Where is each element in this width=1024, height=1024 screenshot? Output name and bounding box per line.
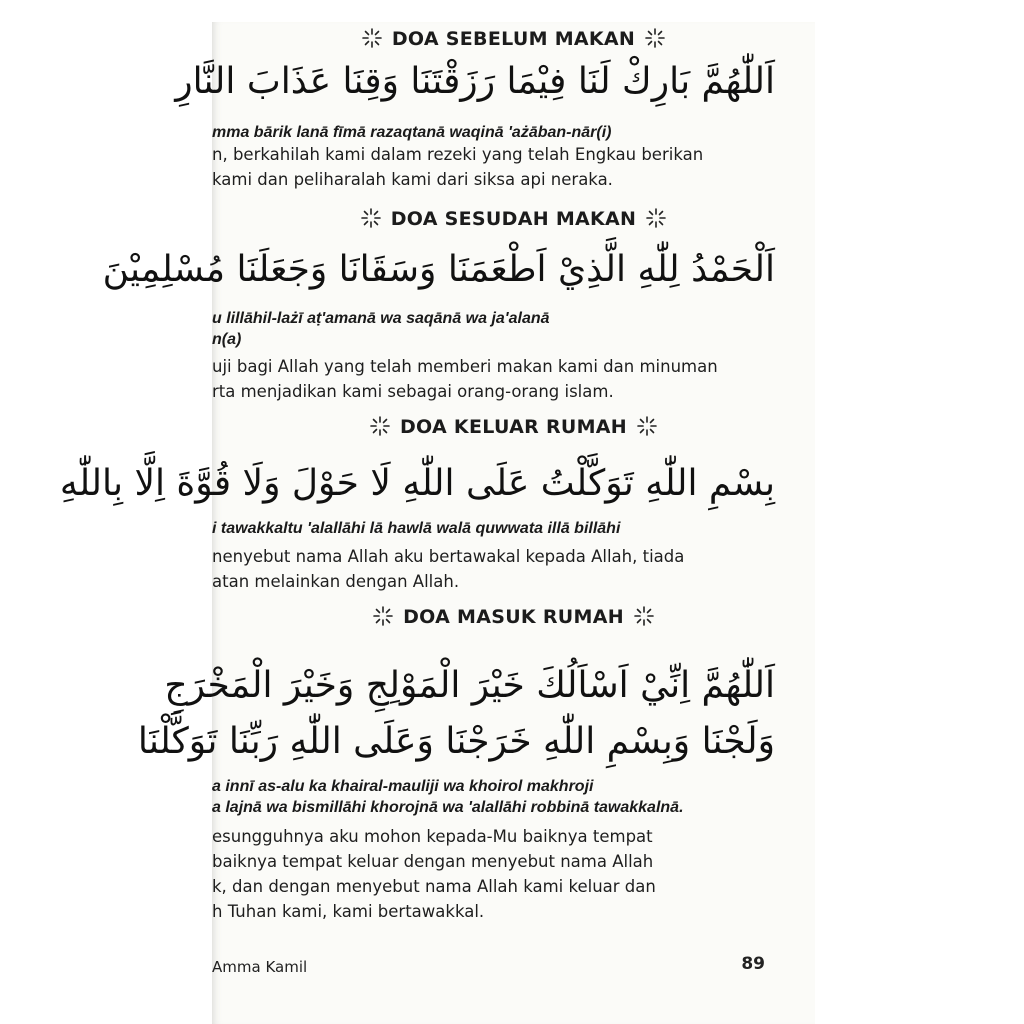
sparkle-icon	[645, 28, 665, 48]
heading-text: DOA MASUK RUMAH	[403, 606, 624, 628]
arabic-text: بِسْمِ اللّٰهِ تَوَكَّلْتُ عَلَى اللّٰهِ لَا حَوْلَ وَلَا قُوَّةَ اِلَّا بِاللّٰهِ	[59, 463, 775, 504]
sparkle-icon	[370, 416, 390, 436]
section-heading	[212, 606, 815, 628]
sparkle-icon	[362, 28, 382, 48]
translit-line: a lajnā wa bismillāhi khorojnā wa 'alallāhi robbinā tawakkalnā.	[212, 799, 684, 816]
translit-line: u lillāhil-lażī aṭ'amanā wa saqānā wa ja'alanā	[212, 310, 550, 327]
transliteration	[212, 776, 767, 818]
translation-line: nenyebut nama Allah aku bertawakal kepada Allah, tiada	[212, 547, 685, 566]
translation-line: esungguhnya aku mohon kepada-Mu baiknya tempat	[212, 827, 653, 846]
translation-line: n, berkahilah kami dalam rezeki yang telah Engkau berikan	[212, 145, 704, 164]
sparkle-icon	[373, 606, 393, 626]
translation-line: k, dan dengan menyebut nama Allah kami keluar dan	[212, 877, 656, 896]
translation-line: uji bagi Allah yang telah memberi makan kami dan minuman	[212, 357, 718, 376]
translit-line: a innī as-alu ka khairal-mauliji wa khoirol makhroji	[212, 778, 594, 795]
translation-line: kami dan peliharalah kami dari siksa api neraka.	[212, 170, 613, 189]
translit-line: n(a)	[212, 331, 242, 348]
arabic-text: اَلْحَمْدُ لِلّٰهِ الَّذِيْ اَطْعَمَنَا وَسَقَانَا وَجَعَلَنَا مُسْلِمِيْنَ	[102, 249, 775, 290]
translation	[212, 824, 767, 924]
translation-line: baiknya tempat keluar dengan menyebut nama Allah	[212, 852, 654, 871]
transliteration	[212, 122, 785, 143]
sparkle-icon	[637, 416, 657, 436]
translit-line: i tawakkaltu 'alallāhi lā hawlā walā quwwata illā billāhi	[212, 520, 621, 537]
book-title: Amma Kamil	[212, 958, 308, 976]
section-heading	[212, 28, 815, 50]
translit-line: mma bārik lanā fīmā razaqtanā waqinā 'ażāban-nār(i)	[212, 124, 612, 141]
book-page	[59, 22, 815, 1024]
translation	[212, 142, 767, 192]
transliteration	[212, 308, 767, 350]
sparkle-icon	[646, 208, 666, 228]
translation-line: rta menjadikan kami sebagai orang-orang islam.	[212, 382, 614, 401]
section-heading	[212, 416, 815, 438]
section-heading	[212, 208, 815, 230]
translation-line: h Tuhan kami, kami bertawakkal.	[212, 902, 485, 921]
arabic-text: اَللّٰهُمَّ اِنِّيْ اَسْاَلُكَ خَيْرَ الْمَوْلِجِ وَخَيْرَ الْمَخْرَجِ	[164, 665, 775, 706]
translation	[212, 544, 767, 594]
arabic-text: وَلَجْنَا وَبِسْمِ اللّٰهِ خَرَجْنَا وَعَلَى اللّٰهِ رَبِّنَا تَوَكَّلْنَا	[137, 721, 775, 762]
sparkle-icon	[361, 208, 381, 228]
heading-text: DOA SEBELUM MAKAN	[391, 28, 636, 50]
heading-text: DOA SESUDAH MAKAN	[390, 208, 637, 230]
arabic-text: اَللّٰهُمَّ بَارِكْ لَنَا فِيْمَا رَزَقْتَنَا وَقِنَا عَذَابَ النَّارِ	[175, 61, 775, 102]
page-number: 89	[741, 954, 765, 974]
translation	[212, 354, 767, 404]
heading-text: DOA KELUAR RUMAH	[399, 416, 628, 438]
translation-line: atan melainkan dengan Allah.	[212, 572, 460, 591]
sparkle-icon	[634, 606, 654, 626]
transliteration	[212, 518, 785, 539]
